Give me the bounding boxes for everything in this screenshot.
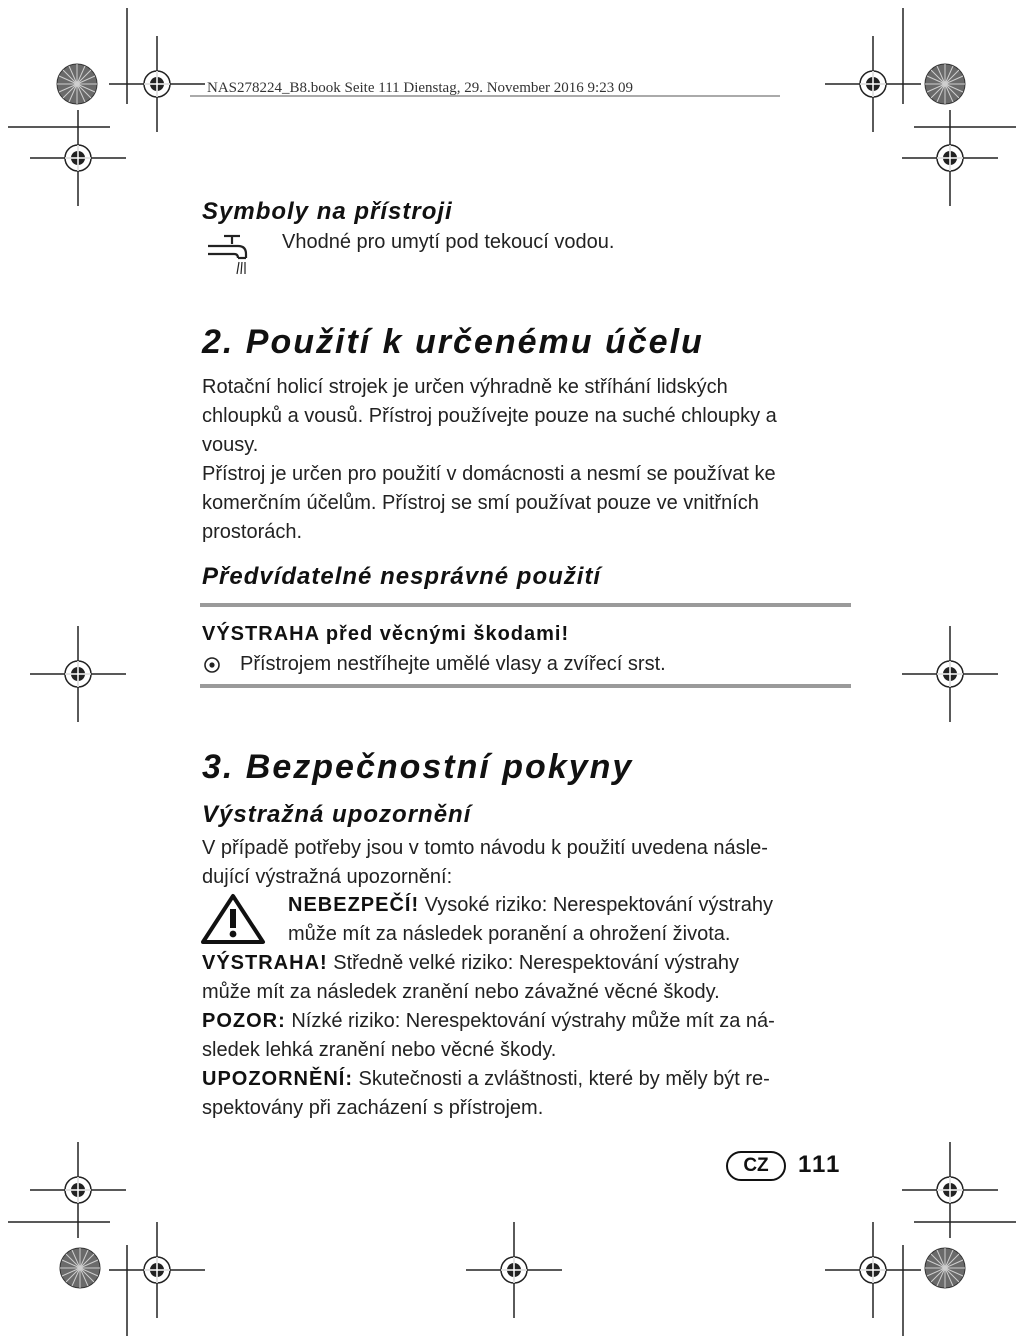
warnings-subheading: Výstražná upozornění <box>202 801 472 828</box>
symbols-heading: Symboly na přístroji <box>202 198 453 225</box>
danger-line: může mít za následek poranění a ohrožení života. <box>288 923 731 945</box>
notice-line <box>202 1065 770 1094</box>
divider <box>200 603 851 607</box>
print-header: NAS278224_B8.book Seite 111 Dienstag, 29. November 2016 9:23 09 <box>207 80 633 96</box>
caution-label: POZOR: <box>202 1010 286 1032</box>
notice-label: UPOZORNĚNÍ: <box>202 1068 353 1090</box>
warning-text: Středně velké riziko: Nerespektování výstrahy <box>327 952 739 974</box>
section-3-title: 3. Bezpečnostní pokyny <box>202 748 634 786</box>
text-line: vousy. <box>202 434 259 456</box>
danger-line <box>288 891 773 920</box>
warning-triangle-icon <box>200 893 266 945</box>
tap-description: Vhodné pro umytí pod tekoucí vodou. <box>282 231 615 253</box>
property-warning-heading: VÝSTRAHA před věcnými škodami! <box>202 623 570 645</box>
circle-dot-icon <box>203 656 221 674</box>
warning-line: může mít za následek zranění nebo závažné věcné škody. <box>202 981 720 1003</box>
notice-line: spektovány při zacházení s přístrojem. <box>202 1097 544 1119</box>
page-number: 111 <box>798 1151 842 1178</box>
section-2-title: 2. Použití k určenému účelu <box>202 323 704 361</box>
text-line: V případě potřeby jsou v tomto návodu k použití uvedena násle- <box>202 837 768 859</box>
warning-label: VÝSTRAHA! <box>202 952 328 974</box>
text-line: komerčním účelům. Přístroj se smí používat pouze ve vnitřních <box>202 492 759 514</box>
country-badge: CZ <box>726 1151 786 1181</box>
text-line: dující výstražná upozornění: <box>202 866 453 888</box>
divider <box>200 684 851 688</box>
notice-text: Skutečnosti a zvláštnosti, které by měly být re- <box>353 1068 770 1090</box>
danger-label: NEBEZPEČÍ! <box>288 894 420 916</box>
warnings-intro <box>202 834 768 892</box>
caution-line <box>202 1007 775 1036</box>
intended-use-paragraph <box>202 373 777 547</box>
misuse-heading: Předvídatelné nesprávné použití <box>202 563 602 590</box>
faucet-icon <box>206 232 256 278</box>
caution-line: sledek lehká zranění nebo věcné škody. <box>202 1039 557 1061</box>
text-line: prostorách. <box>202 521 303 543</box>
caution-text: Nízké riziko: Nerespektování výstrahy může mít za ná- <box>285 1010 775 1032</box>
property-warning-item: Přístrojem nestříhejte umělé vlasy a zvířecí srst. <box>240 653 666 675</box>
danger-text: Vysoké riziko: Nerespektování výstrahy <box>419 894 773 916</box>
text-line: chloupků a vousů. Přístroj používejte pouze na suché chloupky a <box>202 405 777 427</box>
text-line: Přístroj je určen pro použití v domácnosti a nesmí se používat ke <box>202 463 776 485</box>
text-line: Rotační holicí strojek je určen výhradně ke stříhání lidských <box>202 376 728 398</box>
warning-line <box>202 949 739 978</box>
